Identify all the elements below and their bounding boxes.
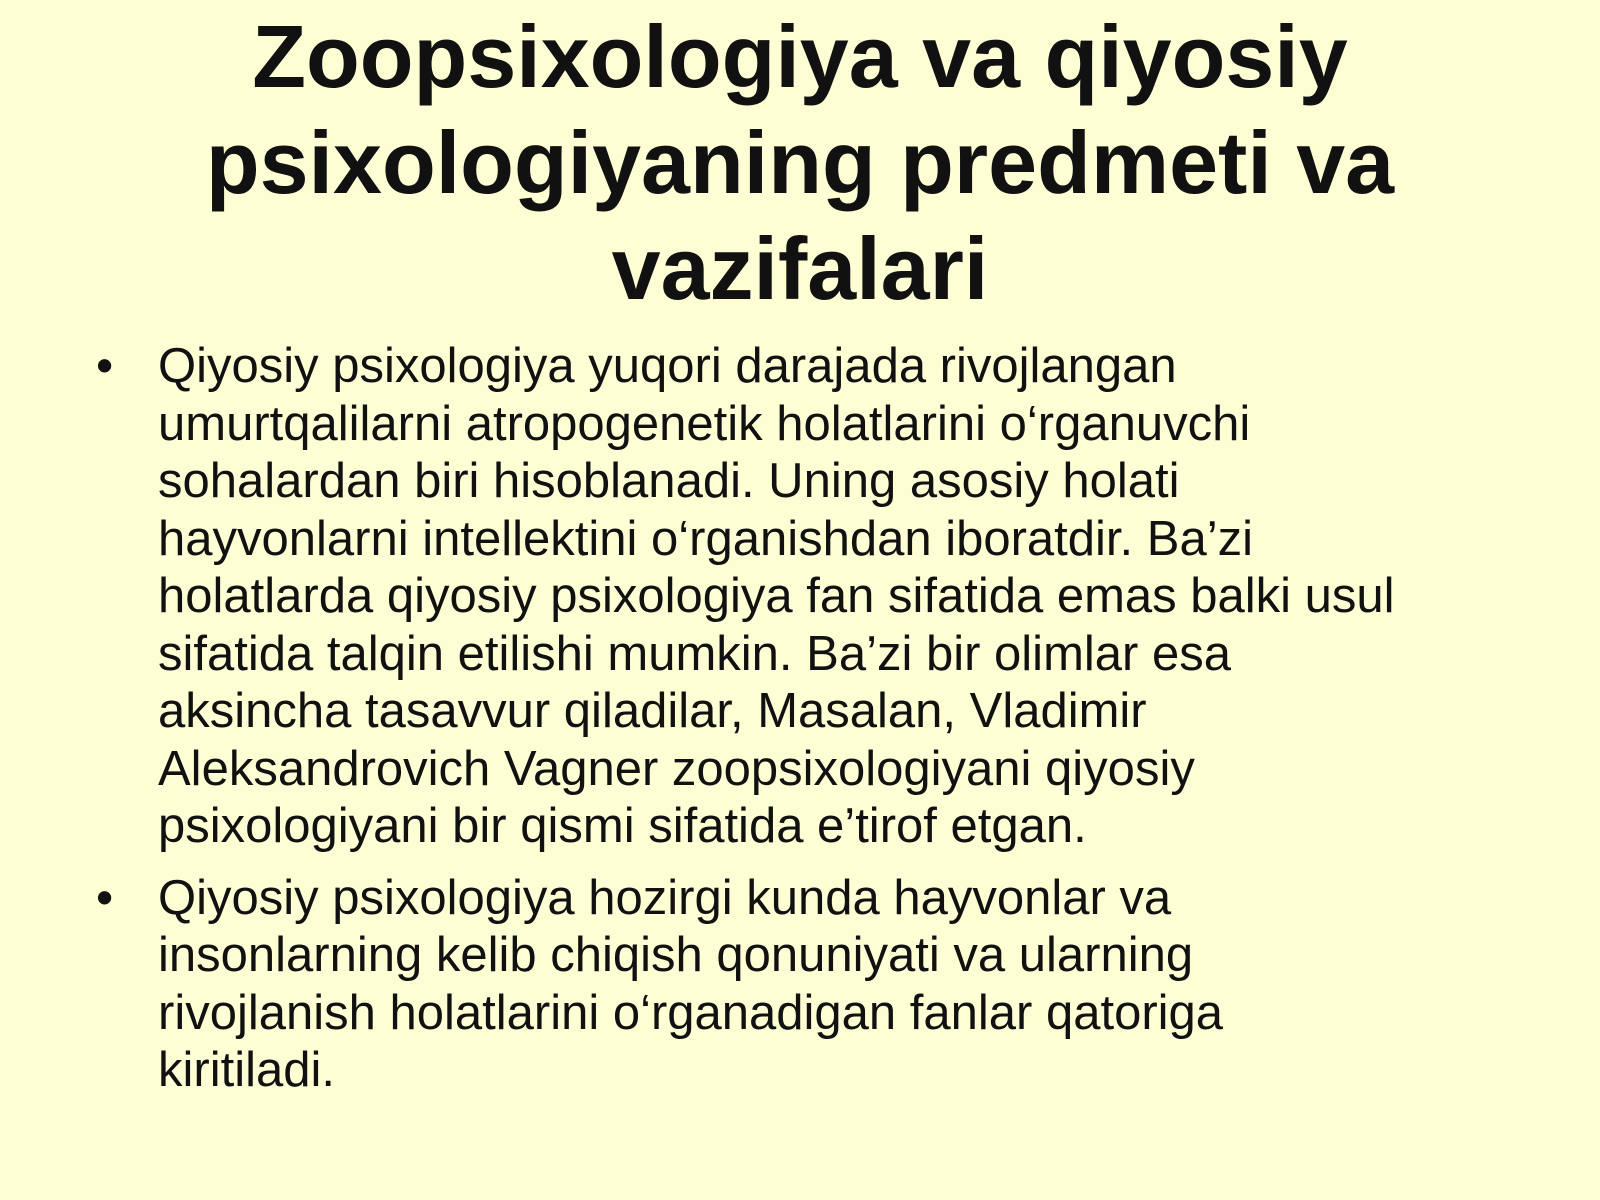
bullet-list: [0, 338, 1600, 1114]
bullet-text-line: insonlarning kelib chiqish qonuniyati va ularning: [158, 928, 1194, 982]
slide-title: [60, 4, 1540, 322]
bullet-text-line: hayvonlarni intellektini o‘rganishdan iboratdir. Ba’zi: [158, 511, 1253, 566]
bullet-text-line: aksincha tasavvur qiladilar, Masalan, Vladimir: [158, 684, 1147, 738]
slide-title-line: Zoopsixologiya va qiyosiy: [252, 7, 1348, 106]
bullet-text-line: Qiyosiy psixologiya yuqori darajada rivojlangan: [158, 339, 1177, 393]
slide-title-line: psixologiyaning predmeti va: [205, 113, 1395, 212]
bullet-text-line: rivojlanish holatlarini o‘rganadigan fanlar qatoriga: [158, 985, 1224, 1040]
bullet-item-1: [0, 338, 1600, 856]
slide-title-line: vazifalari: [611, 219, 989, 318]
bullet-item-2: [0, 870, 1600, 1100]
bullet-text-line: kiritiladi.: [158, 1043, 335, 1097]
bullet-text-line: umurtqalilarni atropogenetik holatlarini o‘rganuvchi: [158, 396, 1251, 451]
bullet-text-line: sohalardan biri hisoblanadi. Uning asosiy holati: [158, 454, 1180, 508]
bullet-text-line: Aleksandrovich Vagner zoopsixologiyani qiyosiy: [158, 741, 1195, 796]
bullet-dot-icon: •: [96, 870, 114, 925]
bullet-text-line: psixologiyani bir qismi sifatida e’tirof etgan.: [158, 799, 1087, 853]
bullet-text-line: sifatida talqin etilishi mumkin. Ba’zi bir olimlar esa: [158, 626, 1231, 681]
bullet-text-line: Qiyosiy psixologiya hozirgi kunda hayvonlar va: [158, 870, 1172, 925]
bullet-text-line: holatlarda qiyosiy psixologiya fan sifatida emas balki usul: [158, 569, 1395, 623]
bullet-dot-icon: •: [96, 339, 114, 393]
